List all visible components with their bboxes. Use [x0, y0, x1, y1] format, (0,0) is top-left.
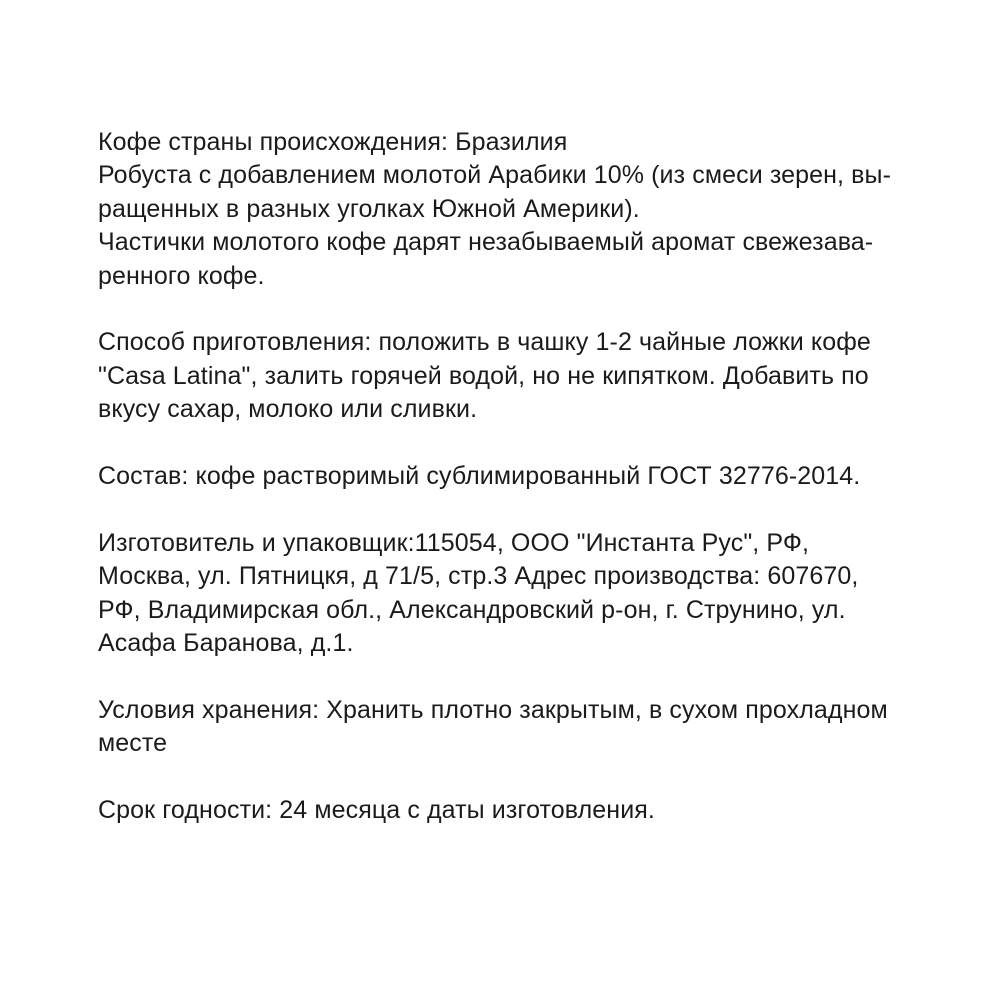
text-line: ращенных в разных уголках Южной Америки). [98, 194, 640, 223]
text-line: ренного кофе. [98, 261, 265, 290]
text-line: Асафа Баранова, д.1. [98, 629, 354, 658]
text-line: Робуста с добавлением молотой Арабики 10% (из смеси зерен, вы- [98, 161, 891, 190]
text-line: Способ приготовления: положить в чашку 1-2 чайные ложки кофе [98, 328, 871, 357]
paragraph-composition [98, 460, 918, 493]
text-line: Москва, ул. Пятницкя, д 71/5, стр.3 Адрес производства: 607670, [98, 562, 859, 591]
paragraph-preparation [98, 326, 918, 426]
text-line: Изготовитель и упаковщик:115054, ООО "Инстанта Рус", РФ, [98, 528, 810, 557]
text-line: Срок годности: 24 месяца с даты изготовления. [98, 796, 655, 825]
text-line: Кофе страны происхождения: Бразилия [98, 128, 568, 156]
product-description-text [98, 126, 918, 827]
text-line: "Casa Latina", залить горячей водой, но не кипятком. Добавить по [98, 361, 869, 390]
paragraph-manufacturer [98, 527, 918, 661]
paragraph-storage-conditions [98, 694, 918, 761]
text-line: РФ, Владимирская обл., Александровский р-он, г. Струнино, ул. [98, 595, 846, 624]
text-line: месте [98, 729, 168, 758]
text-line: Частички молотого кофе дарят незабываемый аромат свежезава- [98, 228, 874, 257]
text-line: вкусу сахар, молоко или сливки. [98, 395, 478, 424]
paragraph-country-origin [98, 126, 918, 293]
text-line: Условия хранения: Хранить плотно закрытым, в сухом прохладном [98, 695, 888, 724]
text-line: Состав: кофе растворимый сублимированный ГОСТ 32776-2014. [98, 462, 861, 491]
paragraph-shelf-life [98, 794, 918, 827]
